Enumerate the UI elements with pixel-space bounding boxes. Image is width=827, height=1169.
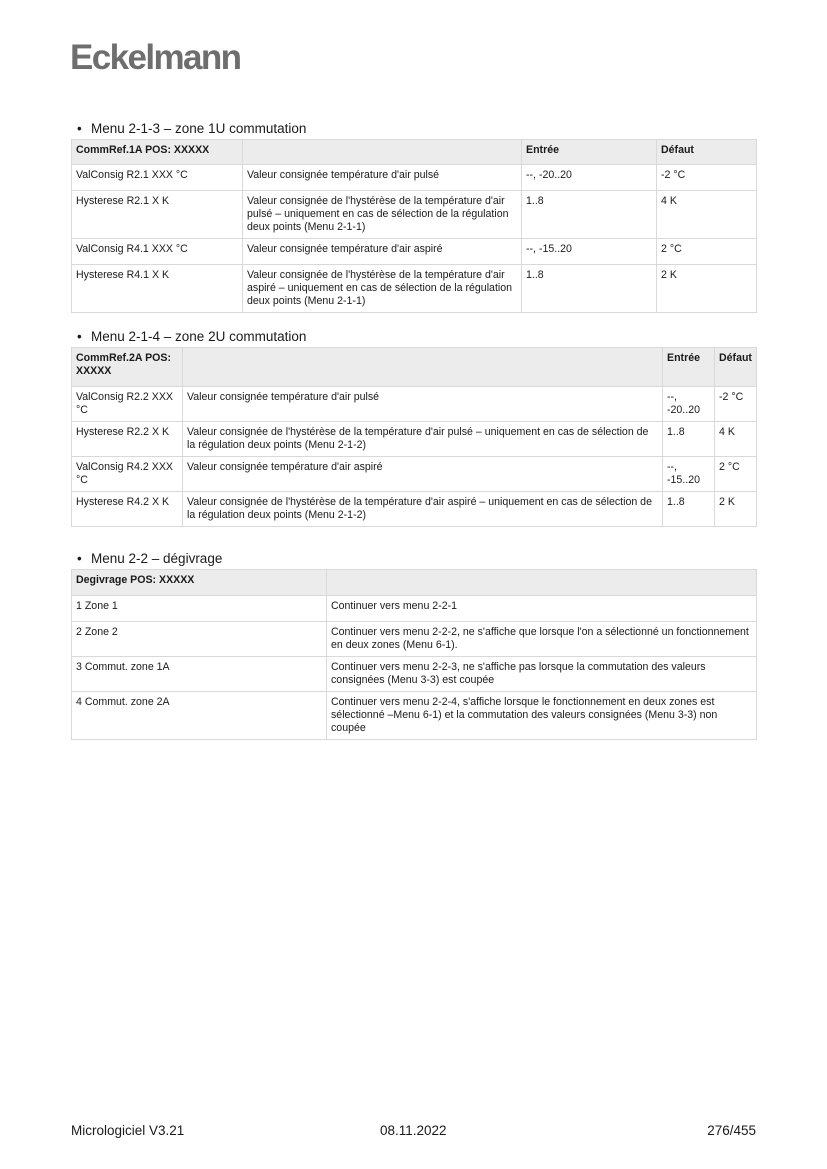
header-cell: Défaut bbox=[657, 140, 757, 165]
table-cell: ValConsig R4.2 XXX °C bbox=[72, 457, 183, 492]
section-menu-2-1-3 bbox=[71, 120, 756, 313]
footer-page-number: 276/455 bbox=[707, 1123, 756, 1138]
table-cell: Continuer vers menu 2-2-3, ne s'affiche pas lorsque la commutation des valeurs consignées (Menu 3-3) est coupée bbox=[327, 657, 757, 692]
table-cell: Continuer vers menu 2-2-1 bbox=[327, 596, 757, 622]
table-header-row bbox=[72, 570, 757, 596]
bullet: • bbox=[77, 551, 82, 566]
bullet: • bbox=[77, 121, 82, 136]
section-menu-2-2 bbox=[71, 550, 756, 740]
section-heading bbox=[71, 328, 756, 345]
table-cell: 1..8 bbox=[522, 265, 657, 313]
table-menu-2-1-4 bbox=[71, 347, 757, 527]
table-cell: -2 °C bbox=[715, 387, 757, 422]
table-cell: Hysterese R2.1 X K bbox=[72, 191, 243, 239]
table-cell: 4 K bbox=[657, 191, 757, 239]
table-cell: Valeur consignée de l'hystérèse de la température d'air pulsé – uniquement en cas de sélection de la régulation deux points (Menu 2-1-1) bbox=[243, 191, 522, 239]
table-cell: 2 Zone 2 bbox=[72, 622, 327, 657]
header-cell bbox=[183, 348, 663, 387]
section-heading bbox=[71, 120, 756, 137]
header-cell: Degivrage POS: XXXXX bbox=[72, 570, 327, 596]
table-cell: ValConsig R4.1 XXX °C bbox=[72, 239, 243, 265]
table-cell: 1 Zone 1 bbox=[72, 596, 327, 622]
table-cell: Continuer vers menu 2-2-4, s'affiche lorsque le fonctionnement en deux zones est sélectionné –Menu 6-1) et la commutation des valeurs consignées (Menu 3-3) non coupée bbox=[327, 692, 757, 740]
table-cell: 1..8 bbox=[522, 191, 657, 239]
table-cell: 1..8 bbox=[663, 422, 715, 457]
header-cell bbox=[327, 570, 757, 596]
header-cell: CommRef.2A POS: XXXXX bbox=[72, 348, 183, 387]
bullet: • bbox=[77, 329, 82, 344]
table-row bbox=[72, 239, 757, 265]
table-cell: --, -15..20 bbox=[663, 457, 715, 492]
table-cell: 2 K bbox=[715, 492, 757, 527]
brand-logo: Eckelmann bbox=[70, 38, 241, 77]
table-row bbox=[72, 596, 757, 622]
table-cell: Valeur consignée température d'air pulsé bbox=[243, 165, 522, 191]
header-cell: Défaut bbox=[715, 348, 757, 387]
footer-firmware: Micrologiciel V3.21 bbox=[71, 1123, 185, 1138]
table-cell: Valeur consignée température d'air pulsé bbox=[183, 387, 663, 422]
section-heading-text: Menu 2-1-3 – zone 1U commutation bbox=[91, 121, 307, 136]
table-row bbox=[72, 657, 757, 692]
table-cell: -2 °C bbox=[657, 165, 757, 191]
table-row bbox=[72, 165, 757, 191]
table-cell: --, -20..20 bbox=[663, 387, 715, 422]
table-menu-2-1-3 bbox=[71, 139, 757, 313]
section-heading-text: Menu 2-2 – dégivrage bbox=[91, 551, 223, 566]
table-cell: 2 K bbox=[657, 265, 757, 313]
table-cell: Continuer vers menu 2-2-2, ne s'affiche que lorsque l'on a sélectionné un fonctionnement en deux zones (Menu 6-1). bbox=[327, 622, 757, 657]
table-cell: 4 Commut. zone 2A bbox=[72, 692, 327, 740]
table-row bbox=[72, 191, 757, 239]
table-row bbox=[72, 265, 757, 313]
table-cell: Hysterese R4.2 X K bbox=[72, 492, 183, 527]
table-menu-2-2 bbox=[71, 569, 757, 740]
section-heading bbox=[71, 550, 756, 567]
table-cell: ValConsig R2.2 XXX °C bbox=[72, 387, 183, 422]
header-cell: CommRef.1A POS: XXXXX bbox=[72, 140, 243, 165]
table-cell: Valeur consignée de l'hystérèse de la température d'air pulsé – uniquement en cas de sélection de la régulation deux points (Menu 2-1-2) bbox=[183, 422, 663, 457]
table-row bbox=[72, 457, 757, 492]
table-cell: ValConsig R2.1 XXX °C bbox=[72, 165, 243, 191]
table-cell: Hysterese R2.2 X K bbox=[72, 422, 183, 457]
table-cell: --, -15..20 bbox=[522, 239, 657, 265]
table-row bbox=[72, 492, 757, 527]
header-cell bbox=[243, 140, 522, 165]
table-cell: 1..8 bbox=[663, 492, 715, 527]
header-cell: Entrée bbox=[522, 140, 657, 165]
table-cell: 3 Commut. zone 1A bbox=[72, 657, 327, 692]
table-cell: Valeur consignée de l'hystérèse de la température d'air aspiré – uniquement en cas de sélection de la régulation deux points (Menu 2-1-2) bbox=[183, 492, 663, 527]
table-row bbox=[72, 422, 757, 457]
table-cell: 2 °C bbox=[715, 457, 757, 492]
footer-date: 08.11.2022 bbox=[380, 1123, 447, 1138]
section-heading-text: Menu 2-1-4 – zone 2U commutation bbox=[91, 329, 307, 344]
table-cell: Hysterese R4.1 X K bbox=[72, 265, 243, 313]
header-cell: Entrée bbox=[663, 348, 715, 387]
table-header-row bbox=[72, 140, 757, 165]
table-row bbox=[72, 692, 757, 740]
table-cell: Valeur consignée de l'hystérèse de la température d'air aspiré – uniquement en cas de sélection de la régulation deux points (Menu 2-1-1) bbox=[243, 265, 522, 313]
table-cell: 4 K bbox=[715, 422, 757, 457]
table-cell: Valeur consignée température d'air aspiré bbox=[183, 457, 663, 492]
table-cell: 2 °C bbox=[657, 239, 757, 265]
table-row bbox=[72, 622, 757, 657]
table-header-row bbox=[72, 348, 757, 387]
table-cell: --, -20..20 bbox=[522, 165, 657, 191]
table-cell: Valeur consignée température d'air aspiré bbox=[243, 239, 522, 265]
section-menu-2-1-4 bbox=[71, 328, 756, 527]
table-row bbox=[72, 387, 757, 422]
